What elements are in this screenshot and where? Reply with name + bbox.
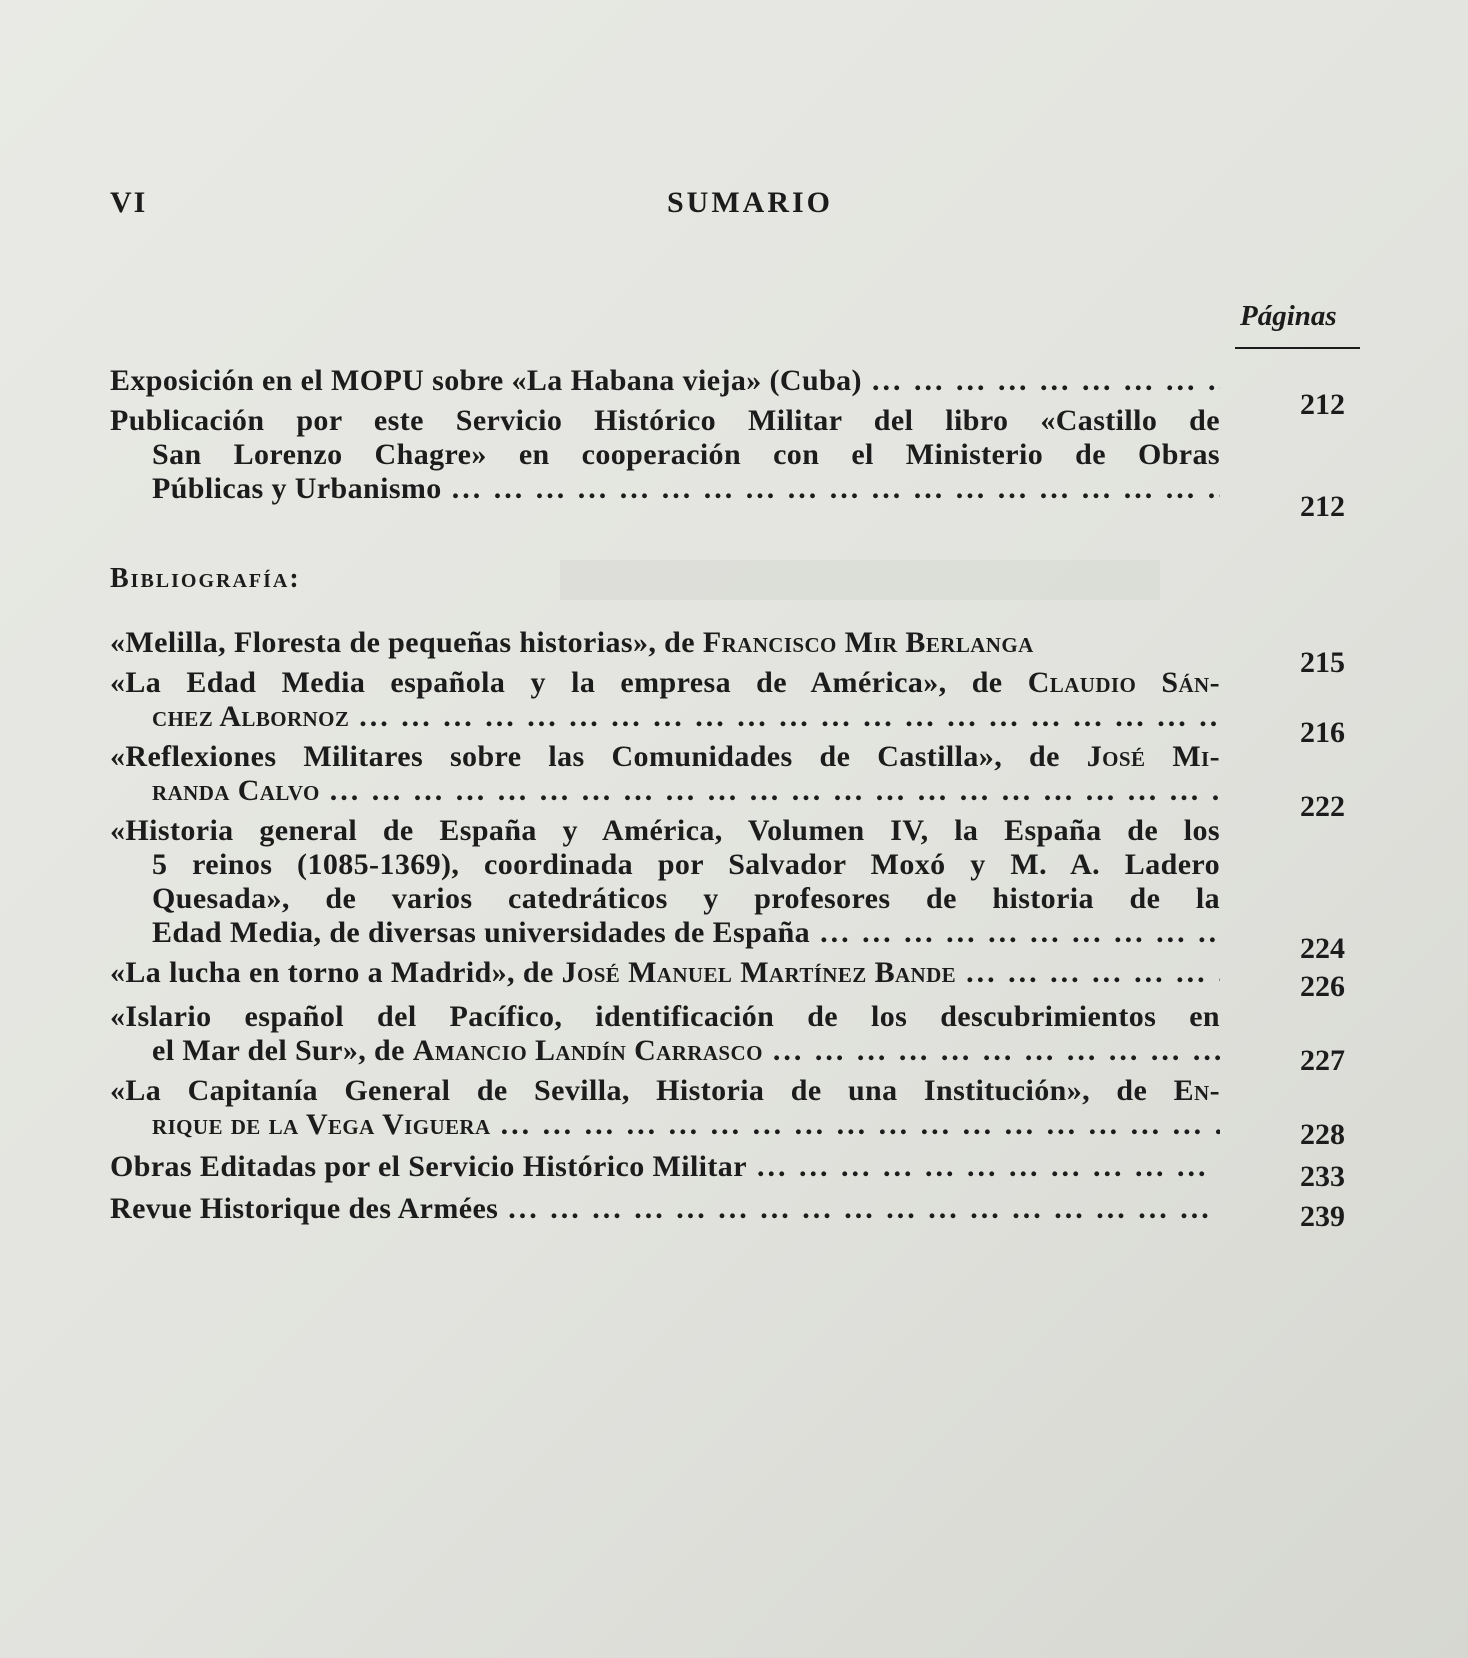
- author-name: chez Albornoz: [152, 700, 350, 733]
- bibliography-item: «Reflexiones Militares sobre las Comunidades de Castilla», de José Mi- randa Calvo ... .: [110, 740, 1220, 808]
- column-header-rule: [1235, 347, 1360, 349]
- author-name: randa Calvo: [152, 774, 320, 807]
- bibliography-item: «Melilla, Floresta de pequeñas historias», de Francisco Mir Berlanga: [110, 626, 1034, 659]
- entry-page-number: 215: [1300, 646, 1345, 679]
- entry-text: San Lorenzo Chagre» en cooperación con el Ministerio de Obras: [152, 438, 1220, 471]
- toc-entry: [110, 404, 1220, 506]
- entry-page-number: 212: [1300, 388, 1345, 421]
- entry-page-number: 224: [1300, 932, 1345, 965]
- dot-leader: [773, 1034, 1220, 1068]
- dot-leader: [820, 916, 1220, 950]
- entry-page-number: 212: [1300, 490, 1345, 523]
- entry-page-number: 239: [1300, 1200, 1345, 1233]
- entry-text: Públicas y Urbanismo: [152, 472, 442, 505]
- running-title: SUMARIO: [666, 186, 833, 219]
- dot-leader: [966, 956, 1220, 990]
- dot-leader: [872, 364, 1220, 398]
- entry-page-number: 228: [1300, 1118, 1345, 1151]
- entry-text: Publicación por este Servicio Histórico Militar del libro «Castillo de: [110, 404, 1220, 437]
- bibliography-item: «Islario español del Pacífico, identificación de los descubrimientos en el Mar del Sur», de Amancio Landín Carrasco ... .: [110, 1000, 1220, 1068]
- author-name: Amancio Landín Carrasco: [412, 1034, 763, 1067]
- entry-text: Exposición en el MOPU sobre «La Habana vieja» (Cuba): [110, 364, 862, 397]
- bibliography-item: «La Capitanía General de Sevilla, Historia de una Institución», de En- rique de la Vega Viguera ... .: [110, 1074, 1220, 1142]
- page-number: VI: [110, 186, 148, 219]
- author-name: Claudio Sán-: [1027, 666, 1220, 699]
- dot-leader: [757, 1150, 1220, 1184]
- bibliography-item: «La Edad Media española y la empresa de América», de Claudio Sán- chez Albornoz ... .: [110, 666, 1220, 734]
- dot-leader: [452, 472, 1220, 506]
- author-name: rique de la Vega Viguera: [152, 1108, 491, 1141]
- dot-leader: [501, 1108, 1220, 1142]
- dot-leader: [508, 1192, 1220, 1226]
- entry-page-number: 226: [1300, 970, 1345, 1003]
- entry-page-number: 233: [1300, 1160, 1345, 1193]
- entry-page-number: 222: [1300, 790, 1345, 823]
- entry-page-number: 227: [1300, 1044, 1345, 1077]
- column-header: Páginas: [1240, 300, 1337, 332]
- bleed-through-shadow: [560, 560, 1160, 600]
- toc-entry: [110, 364, 1220, 398]
- entry-page-number: 216: [1300, 716, 1345, 749]
- author-name: José Mi-: [1086, 740, 1220, 773]
- section-heading: Bibliografía:: [110, 563, 301, 594]
- bibliography-item: Obras Editadas por el Servicio Histórico Militar ... .: [110, 1150, 1220, 1184]
- bibliography-item: Revue Historique des Armées ... .: [110, 1192, 1220, 1226]
- author-name: José Manuel Martínez Bande: [561, 956, 957, 989]
- author-name: En-: [1173, 1074, 1220, 1107]
- bibliography-item: «La lucha en torno a Madrid», de José Manuel Martínez Bande ... .: [110, 956, 1220, 990]
- dot-leader: [359, 700, 1220, 734]
- author-name: Francisco Mir Berlanga: [702, 626, 1034, 659]
- dot-leader: [330, 774, 1220, 808]
- bibliography-item: «Historia general de España y América, Volumen IV, la España de los 5 reinos (1085-1369), coordinada por Salvador Moxó y M. A. Ladero Quesada», de varios catedráticos y profesores de historia de la Edad Media, de diversas universidades de España ... .: [110, 814, 1220, 950]
